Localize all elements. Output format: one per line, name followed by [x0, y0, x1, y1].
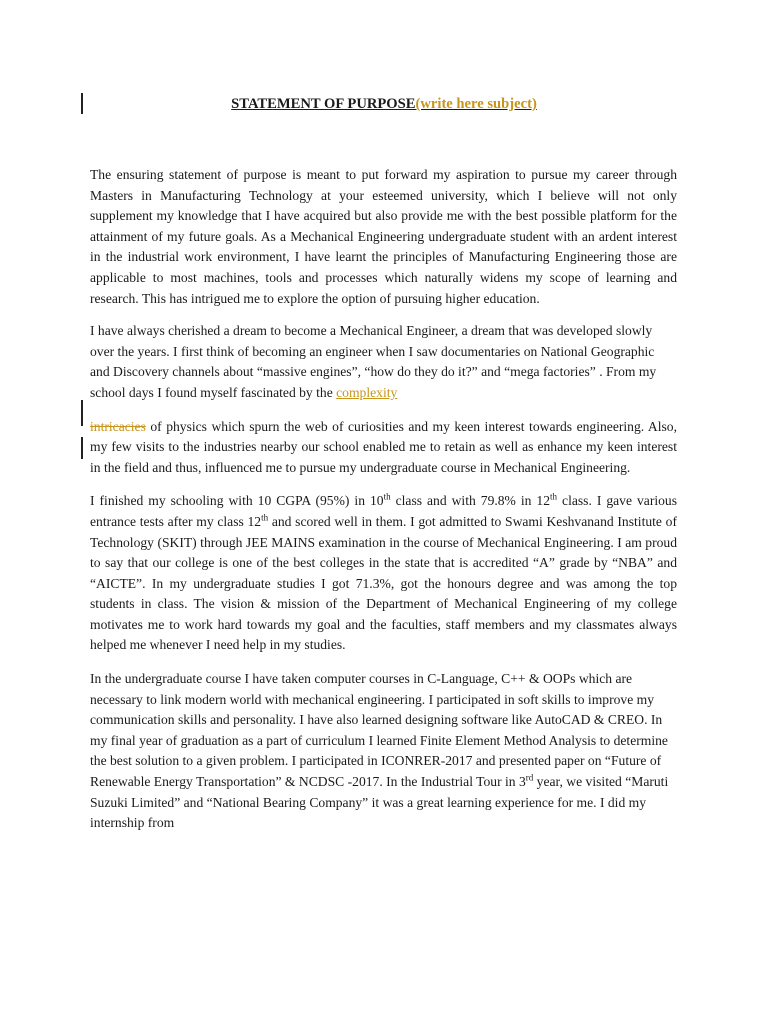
superscript-rd: rd	[525, 772, 534, 783]
intricacies-change-bar	[81, 437, 83, 459]
education-text-a: I finished my schooling with 10 CGPA (95%) in 10	[90, 493, 384, 509]
paragraph-physics-text: of physics which spurn the web of curiosities and my keen interest towards engineering. Also, my few visits to the industries nearby our school enabled me to retain as well as enhance my keen interest in the field and thus, influenced me to pursue my undergraduate course in Mechanical Engineering.	[90, 418, 677, 475]
complexity-change-bar	[81, 400, 83, 426]
document-body	[90, 165, 677, 846]
education-text-b: class and with 79.8% in 12	[390, 493, 551, 509]
courses-text-b: year, we visited “Maruti Suzuki Limited” and “National Bearing Company” it was a great learning experience for me. I did my internship from	[90, 774, 669, 831]
paragraph-physics	[90, 417, 677, 479]
tracked-insertion: complexity	[336, 384, 398, 400]
page-title	[0, 94, 768, 114]
tracked-deletion: intricacies	[90, 418, 146, 434]
education-text-c: class. I gave various entrance tests after my class 12	[90, 493, 678, 529]
superscript-th: th	[550, 491, 558, 502]
paragraph-dream	[90, 321, 677, 403]
superscript-th: th	[261, 512, 269, 523]
courses-text-a: In the undergraduate course I have taken computer courses in C-Language, C++ & OOPs which are necessary to link modern world with mechanical engineering. I participated in soft skills to improve my communication skills and personality. I have also learned designing software like AutoCAD & CREO. In my final year of graduation as a part of curriculum I learned Finite Element Method Analysis to determine the best solution to a given problem. I participated in ICONRER-2017 and presented paper on “Future of Renewable Energy Transportation” & NCDSC -2017. In the Industrial Tour in 3	[90, 671, 668, 790]
education-text-d: and scored well in them. I got admitted to Swami Keshvanand Institute of Technology (SKIT) through JEE MAINS examination in the course of Mechanical Engineering. I am proud to say that our college is one of the best colleges in the state that is accredited “A” grade by “NBA” and “AICTE”. In my undergraduate studies I got 71.3%, got the honours degree and was among the top students in class. The vision & mission of the Department of Mechanical Engineering of my college motivates me to work hard towards my goal and the faculties, staff members and my classmates always helped me whenever I need help in my studies.	[90, 513, 677, 653]
subject-placeholder: (write here subject)	[415, 96, 537, 112]
paragraph-dream-text: I have always cherished a dream to become a Mechanical Engineer, a dream that was developed slowly over the years. I first think of becoming an engineer when I saw documentaries on National Geographic and Discovery channels about “massive engines”, “how do they do it?” and “mega factories” . From my school days I found myself fascinated by the	[90, 323, 657, 400]
paragraph-intro: The ensuring statement of purpose is meant to put forward my aspiration to pursue my career through Masters in Manufacturing Technology at your esteemed university, which I believe will not only supplement my knowledge that I have acquired but also provide me with the best possible platform for the attainment of my future goals. As a Mechanical Engineering undergraduate student with an ardent interest in the industrial work environment, I have learnt the principles of Manufacturing Engineering those are applicable to most machines, tools and processes which naturally widens my scope of learning and research. This has intrigued me to explore the option of pursuing higher education.	[90, 167, 677, 306]
superscript-th: th	[383, 491, 391, 502]
paragraph-courses	[90, 669, 677, 834]
paragraph-education	[90, 491, 677, 656]
title-text: STATEMENT OF PURPOSE	[231, 96, 416, 112]
